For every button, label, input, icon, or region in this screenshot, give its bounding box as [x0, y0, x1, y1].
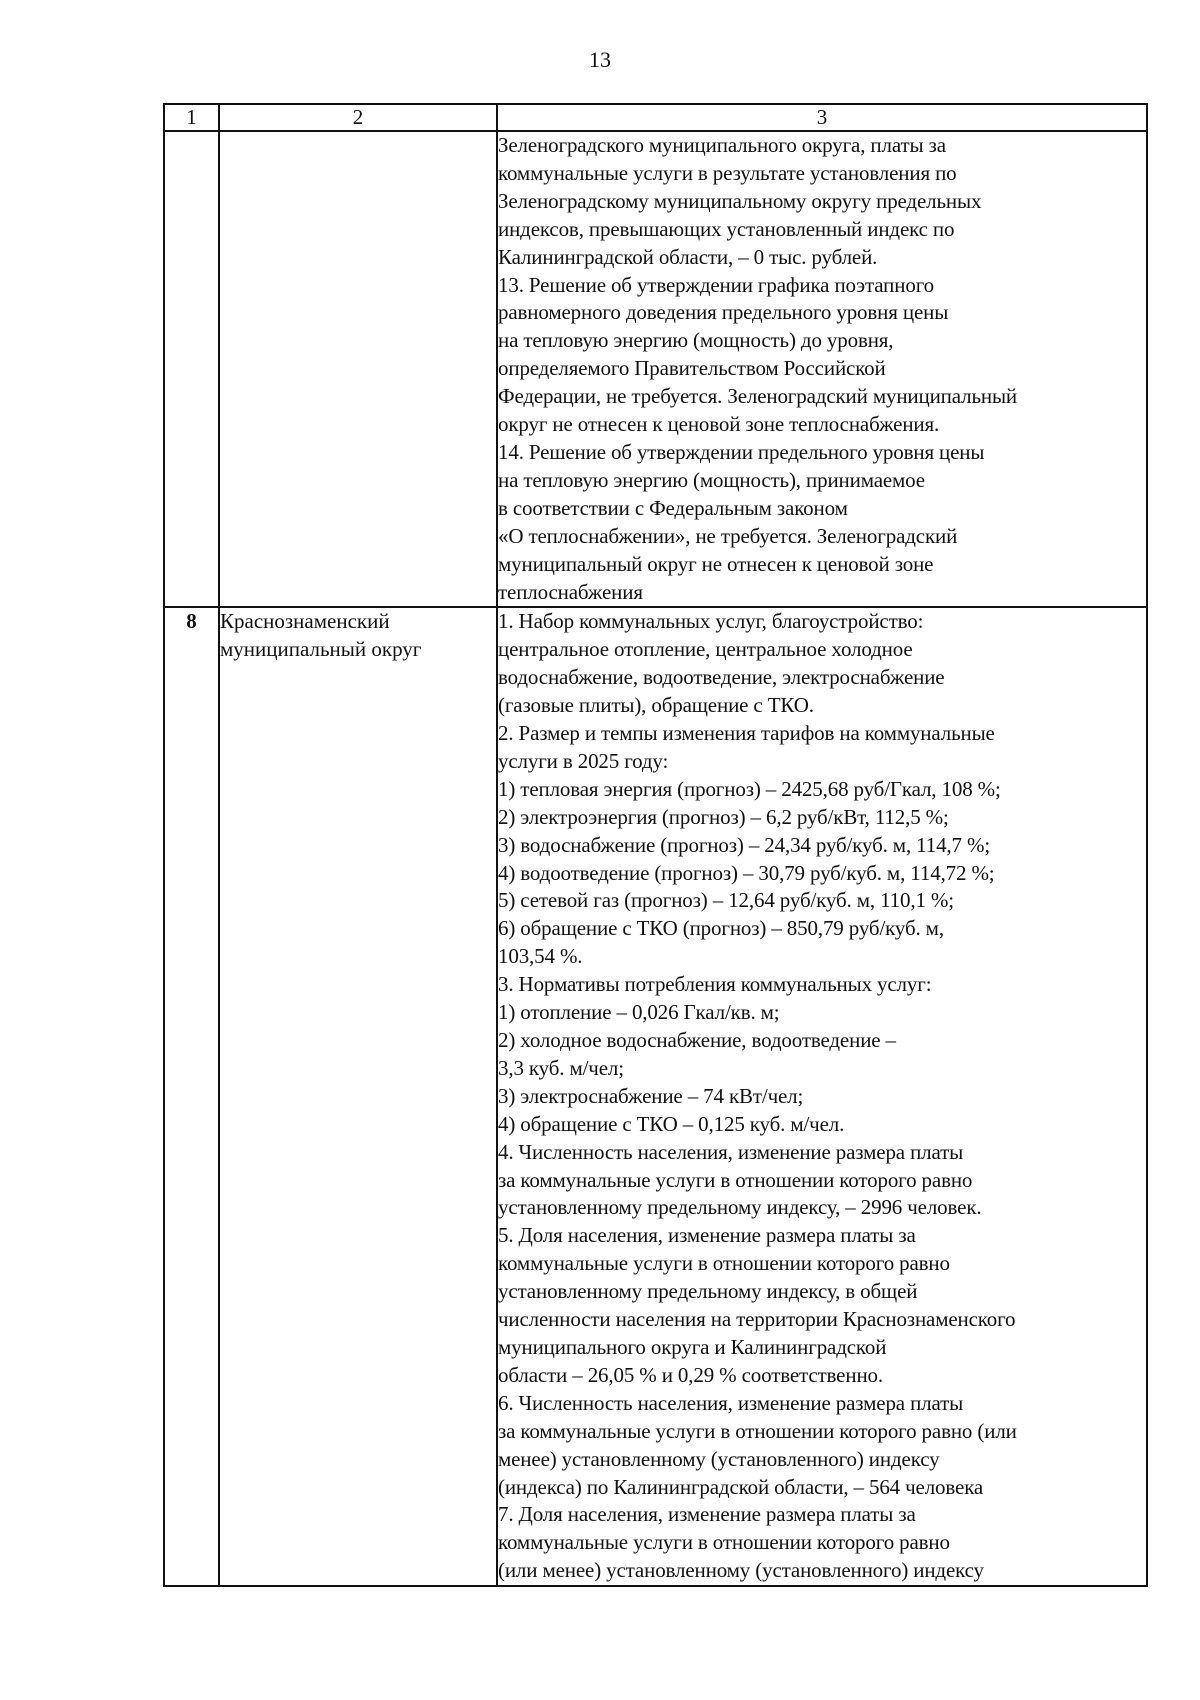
description-line: за коммунальные услуги в отношении которого равно (или	[498, 1418, 1017, 1443]
row-number-cell: 8	[164, 607, 219, 1586]
description-line: муниципального округа и Калининградской	[498, 1334, 887, 1359]
description-line: муниципальный округ не отнесен к ценовой зоне	[498, 551, 934, 576]
description-line: на тепловую энергию (мощность), принимаемое	[498, 467, 925, 492]
description-line: Зеленоградского муниципального округа, платы за	[498, 133, 946, 157]
description-line: 1) тепловая энергия (прогноз) – 2425,68 руб/Гкал, 108 %;	[498, 776, 1001, 801]
description-line: 3) электроснабжение – 74 кВт/чел;	[498, 1083, 804, 1108]
municipality-name-cell	[219, 607, 497, 1586]
description-line: за коммунальные услуги в отношении которого равно	[498, 1167, 973, 1192]
description-line: на тепловую энергию (мощность) до уровня,	[498, 328, 894, 353]
municipality-name-line: Краснознаменский	[220, 609, 390, 634]
description-line: в соответствии с Федеральным законом	[498, 495, 848, 520]
description-cell	[497, 131, 1147, 607]
description-line: менее) установленному (установленного) индексу	[498, 1446, 940, 1471]
description-line: коммунальные услуги в отношении которого равно	[498, 1251, 950, 1276]
description-cell	[497, 607, 1147, 1586]
description-line: коммунальные услуги в результате установления по	[498, 160, 957, 185]
description-line: равномерного доведения предельного уровня цены	[498, 300, 949, 325]
description-line: Зеленоградскому муниципальному округу предельных	[498, 188, 982, 213]
description-line: коммунальные услуги в отношении которого равно	[498, 1530, 950, 1555]
description-line: (индекса) по Калининградской области, – 564 человека	[498, 1474, 984, 1499]
page-number: 13	[589, 47, 611, 72]
municipality-name-cell	[219, 131, 497, 607]
description-line: 6. Численность населения, изменение размера платы	[498, 1390, 964, 1415]
description-line: 1. Набор коммунальных услуг, благоустройство:	[498, 609, 924, 634]
description-line: (или менее) установленному (установленного) индексу	[498, 1558, 984, 1583]
description-line: теплоснабжения	[498, 579, 643, 604]
description-line: 2. Размер и темпы изменения тарифов на коммунальные	[498, 721, 995, 746]
table-header-row	[164, 104, 1147, 131]
description-line: определяемого Правительством Российской	[498, 356, 886, 381]
description-line: 5. Доля населения, изменение размера платы за	[498, 1223, 916, 1248]
municipality-name-line: муниципальный округ	[220, 637, 422, 662]
description-line: 7. Доля населения, изменение размера платы за	[498, 1502, 916, 1527]
row-number-cell	[164, 131, 219, 607]
description-line: услуги в 2025 году:	[498, 748, 669, 773]
description-line: индексов, превышающих установленный индекс по	[498, 216, 955, 241]
table-body	[164, 131, 1147, 1586]
description-line: 4) водоотведение (прогноз) – 30,79 руб/куб. м, 114,72 %;	[498, 860, 995, 885]
description-line: Федерации, не требуется. Зеленоградский муниципальный	[498, 384, 1018, 409]
description-line: 6) обращение с ТКО (прогноз) – 850,79 руб/куб. м,	[498, 916, 944, 941]
description-line: 3) водоснабжение (прогноз) – 24,34 руб/куб. м, 114,7 %;	[498, 832, 990, 857]
description-line: 1) отопление – 0,026 Гкал/кв. м;	[498, 1000, 780, 1025]
description-line: 103,54 %.	[498, 944, 583, 969]
description-line: 4. Численность населения, изменение размера платы	[498, 1139, 964, 1164]
description-line: установленному предельному индексу, в общей	[498, 1279, 918, 1304]
column-header-1: 1	[164, 104, 219, 131]
description-line: области – 26,05 % и 0,29 % соответственно.	[498, 1362, 883, 1387]
description-line: 3. Нормативы потребления коммунальных услуг:	[498, 972, 932, 997]
table-row	[164, 607, 1147, 1586]
description-line: 5) сетевой газ (прогноз) – 12,64 руб/куб. м, 110,1 %;	[498, 888, 954, 913]
description-line: (газовые плиты), обращение с ТКО.	[498, 693, 814, 718]
description-line: 4) обращение с ТКО – 0,125 куб. м/чел.	[498, 1111, 845, 1136]
description-line: 2) холодное водоснабжение, водоотведение –	[498, 1028, 896, 1052]
description-line: водоснабжение, водоотведение, электроснабжение	[498, 665, 945, 690]
description-line: «О теплоснабжении», не требуется. Зеленоградский	[498, 523, 958, 548]
description-line: Калининградской области, – 0 тыс. рублей.	[498, 244, 878, 269]
description-line: численности населения на территории Краснознаменского	[498, 1307, 1016, 1332]
description-line: центральное отопление, центральное холодное	[498, 637, 913, 662]
column-header-2: 2	[219, 104, 497, 131]
description-line: округ не отнесен к ценовой зоне теплоснабжения.	[498, 412, 940, 437]
description-line: 13. Решение об утверждении графика поэтапного	[498, 272, 935, 297]
description-line: 14. Решение об утверждении предельного уровня цены	[498, 439, 985, 464]
column-header-3: 3	[497, 104, 1147, 131]
description-line: установленному предельному индексу, – 2996 человек.	[498, 1195, 982, 1220]
description-line: 2) электроэнергия (прогноз) – 6,2 руб/кВт, 112,5 %;	[498, 804, 949, 829]
document-table	[163, 103, 1148, 1587]
description-line: 3,3 куб. м/чел;	[498, 1055, 624, 1080]
table-row	[164, 131, 1147, 607]
